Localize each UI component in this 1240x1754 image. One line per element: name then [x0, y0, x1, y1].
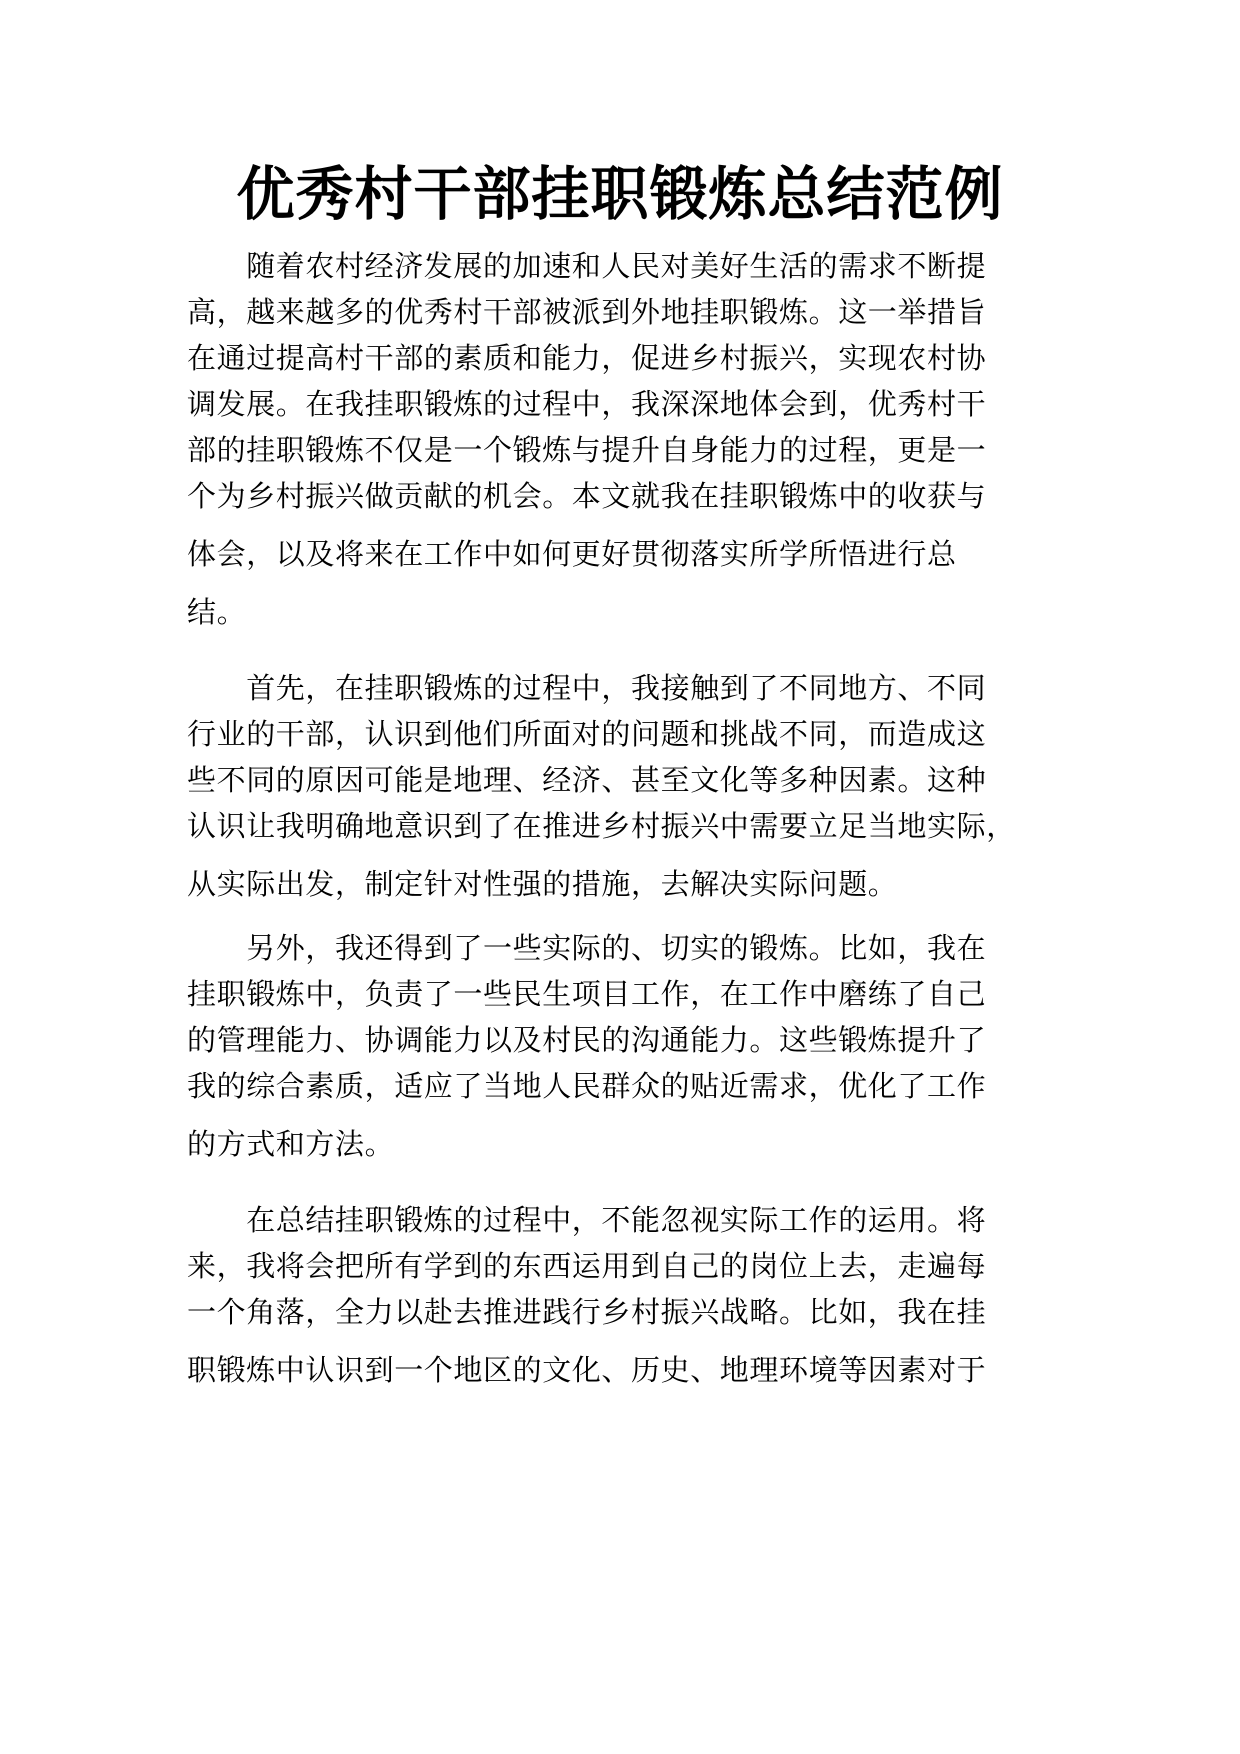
paragraph-line: 高，越来越多的优秀村干部被派到外地挂职锻炼。这一举措旨 — [187, 295, 987, 329]
paragraph-line: 行业的干部，认识到他们所面对的问题和挑战不同，而造成这 — [187, 717, 987, 751]
paragraph-line: 些不同的原因可能是地理、经济、甚至文化等多种因素。这种 — [187, 763, 987, 797]
paragraph-1 — [187, 243, 1057, 635]
paragraph-3 — [187, 925, 1057, 1167]
paragraph-line: 认识让我明确地意识到了在推进乡村振兴中需要立足当地实际， — [187, 809, 1016, 843]
paragraph-line: 的管理能力、协调能力以及村民的沟通能力。这些锻炼提升了 — [187, 1023, 987, 1057]
paragraph-line: 从实际出发，制定针对性强的措施，去解决实际问题。 — [187, 867, 898, 901]
paragraph-line: 随着农村经济发展的加速和人民对美好生活的需求不断提 — [187, 249, 987, 283]
paragraph-line: 体会，以及将来在工作中如何更好贯彻落实所学所悟进行总 — [187, 537, 957, 571]
paragraph-line: 个为乡村振兴做贡献的机会。本文就我在挂职锻炼中的收获与 — [187, 479, 987, 513]
paragraph-line: 我的综合素质，适应了当地人民群众的贴近需求，优化了工作 — [187, 1069, 987, 1103]
paragraph-line: 来，我将会把所有学到的东西运用到自己的岗位上去，走遍每 — [187, 1249, 987, 1283]
paragraph-2 — [187, 665, 1057, 907]
paragraph-line: 在通过提高村干部的素质和能力，促进乡村振兴，实现农村协 — [187, 341, 987, 375]
paragraph-line: 挂职锻炼中，负责了一些民生项目工作，在工作中磨练了自己 — [187, 977, 987, 1011]
document-title: 优秀村干部挂职锻炼总结范例 — [236, 160, 1004, 228]
paragraph-line: 的方式和方法。 — [187, 1127, 395, 1161]
paragraph-line: 结。 — [187, 595, 247, 629]
paragraph-line: 首先，在挂职锻炼的过程中，我接触到了不同地方、不同 — [187, 671, 987, 705]
paragraph-line: 一个角落，全力以赴去推进践行乡村振兴战略。比如，我在挂 — [187, 1295, 987, 1329]
paragraph-line: 职锻炼中认识到一个地区的文化、历史、地理环境等因素对于 — [187, 1353, 987, 1387]
paragraph-line: 调发展。在我挂职锻炼的过程中，我深深地体会到，优秀村干 — [187, 387, 987, 421]
paragraph-4 — [187, 1197, 1057, 1393]
document-body — [187, 243, 1057, 1393]
paragraph-line: 在总结挂职锻炼的过程中，不能忽视实际工作的运用。将 — [187, 1203, 987, 1237]
paragraph-line: 另外，我还得到了一些实际的、切实的锻炼。比如，我在 — [187, 931, 987, 965]
paragraph-line: 部的挂职锻炼不仅是一个锻炼与提升自身能力的过程，更是一 — [187, 433, 987, 467]
